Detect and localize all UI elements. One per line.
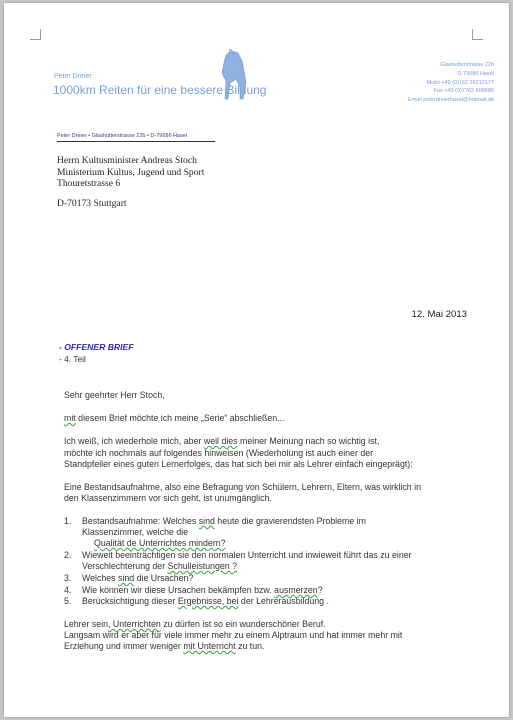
paragraph-2-line-2: möchte ich nochmals auf folgendes hinweisen (Wiederholung ist auch einer der	[64, 448, 374, 458]
sender-city: D-79686 Hasel	[457, 70, 494, 77]
list-item-5: 5. Berücksichtigung dieser Ergebnisse, bei der Lehrerausbildung .	[64, 596, 329, 606]
letter-date: 12. Mai 2013	[411, 309, 467, 320]
spellcheck-phrase: Ergebnisse, bei	[177, 596, 239, 606]
list-item-3: 3. Welches sind die Ursachen?	[64, 573, 194, 583]
list-item-2-line-2: Verschlechterung der Schulleistungen ?	[82, 561, 238, 571]
spellcheck-word: mit	[64, 413, 76, 423]
sender-email: Email peterdreierhasel@hotmail.de	[408, 97, 494, 104]
recipient-line-1: Herrn Kultusminister Andreas Stoch	[57, 155, 197, 166]
list-item-4: 4. Wie können wir diese Ursachen bekämpfen bzw. ausmerzen?	[64, 585, 323, 595]
letter-part: - 4. Teil	[59, 354, 86, 364]
return-address-line: Peter Dreier • Glashütterstrasse 22b • D-79686 Hasel	[57, 133, 188, 139]
recipient-city: D-70173 Stuttgart	[57, 198, 127, 209]
spellcheck-word: weil dies	[203, 436, 238, 446]
sender-mobile: Mobil +49 (0)162 26212177	[426, 79, 494, 86]
list-item-1-line-2: Klassenzimmer, welche die	[82, 527, 189, 537]
sender-fax: Fax +49 (0)7762 808686	[433, 88, 494, 95]
list-item-1-line-1: 1. Bestandsaufnahme: Welches sind heute die gravierendsten Probleme im	[64, 516, 366, 526]
margin-mark-top-right	[472, 29, 483, 40]
salutation: Sehr geehrter Herr Stoch,	[64, 390, 165, 400]
horse-logo-icon	[216, 49, 252, 103]
paragraph-4-line-2: Langsam wird er aber für viele immer mehr zu einem Alptraum und hat immer mehr mit	[64, 630, 403, 640]
margin-mark-top-left	[30, 29, 41, 40]
spellcheck-phrase: , Unterrichten	[108, 619, 161, 629]
spellcheck-phrase: Qualität de Unterrichtes mindern?	[94, 538, 226, 548]
recipient-address	[57, 155, 204, 190]
paragraph-1: mit diesem Brief möchte ich meine „Serie“ abschließen...	[64, 413, 285, 423]
spellcheck-word: ausmerzen	[274, 585, 318, 595]
paragraph-2-line-1: Ich weiß, ich wiederhole mich, aber weil dies meiner Meinung nach so wichtig ist,	[64, 436, 380, 446]
letterhead-name: Peter Dreier	[54, 73, 92, 80]
document-page	[4, 3, 509, 717]
paragraph-4-line-1: Lehrer sein, Unterrichten zu dürfen ist so ein wunderschöner Beruf.	[64, 619, 326, 629]
paragraph-4-line-3: Erziehung und immer weniger mit Unterricht zu tun.	[64, 641, 265, 651]
return-address-rule	[57, 141, 215, 142]
spellcheck-phrase: mit Unterricht	[183, 641, 236, 651]
paragraph-3-line-1: Eine Bestandsaufnahme, also eine Befragung von Schülern, Lehrern, Eltern, was wirklich in	[64, 482, 421, 492]
open-letter-title: - OFFENER BRIEF	[59, 342, 134, 352]
recipient-line-2: Ministerium Kultus, Jugend und Sport	[57, 166, 205, 178]
spellcheck-phrase: Schulleistungen ?	[167, 561, 238, 571]
letterhead-slogan: 1000km Reiten für eine bessere Bildung	[53, 83, 267, 97]
sender-address	[304, 61, 494, 105]
spellcheck-word: sind	[118, 573, 135, 583]
list-item-2-line-1: 2. Wieweit beeinträchtigen sie den normalen Unterricht und inwieweit führt das zu einer	[64, 550, 412, 560]
list-item-1-line-3	[94, 538, 226, 548]
recipient-line-3: Thouretstrasse 6	[57, 178, 121, 189]
paragraph-3-line-2: den Klassenzimmern vor sich geht, ist unumgänglich.	[64, 493, 272, 503]
paragraph-2-line-3: Standpfeiler eines guten Lernerfolges, das hat sich bei mir als Lehrer einfach eingeprägt):	[64, 459, 413, 469]
sender-street: Glashutterstrasse 22b	[440, 62, 494, 68]
spellcheck-word: sind	[198, 516, 215, 526]
